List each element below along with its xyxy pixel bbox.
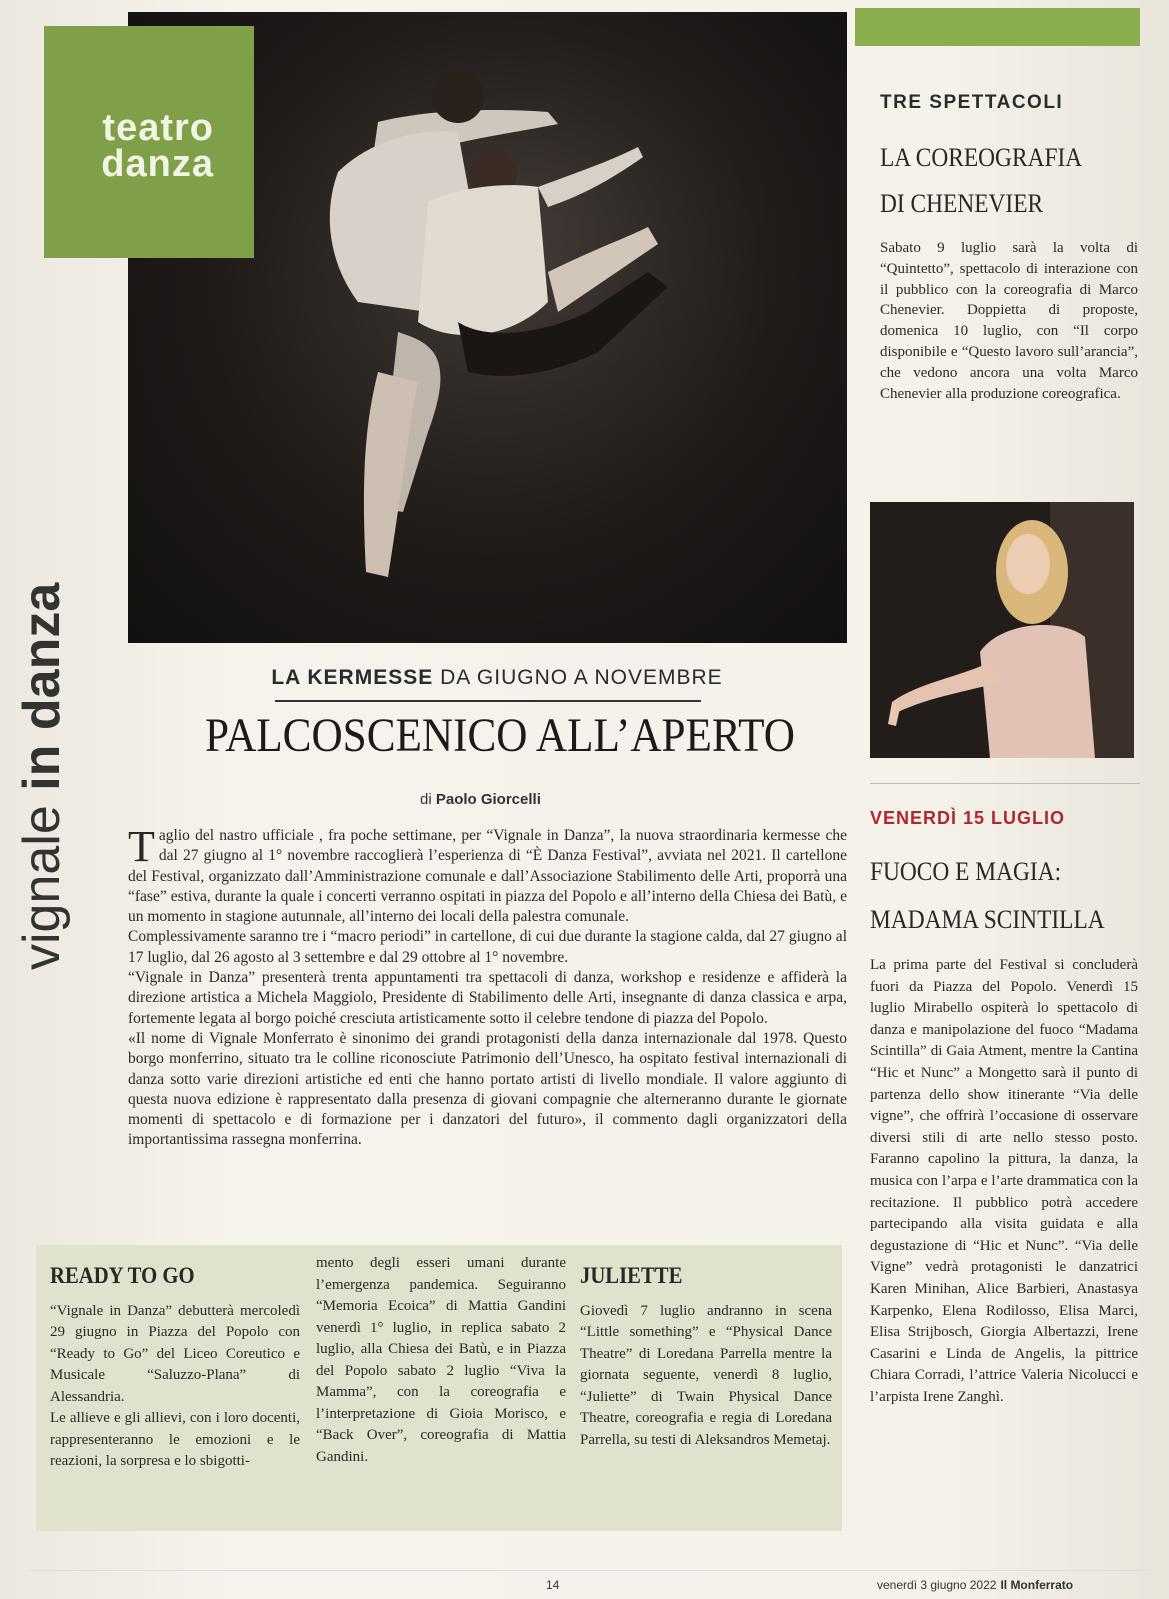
byline-prefix: di — [420, 791, 436, 808]
box-heading: READY TO GO — [50, 1263, 195, 1288]
article-kicker — [262, 666, 732, 690]
right-body: Sabato 9 luglio sarà la volta di “Quintetto”, spettacolo di interazione con il pubblico con la coreografia di Marco Chenevier. Doppietta di proposte, domenica 10 luglio, con “Il corpo disponibile e “Questo lavoro sull’arancia”, che vedono ancora una volta Marco Chenevier alla produzione coreografica. — [880, 240, 1138, 402]
footer-folio — [877, 1578, 1073, 1592]
right-title — [880, 135, 1114, 227]
right2-title-line: FUOCO E MAGIA: — [870, 857, 1062, 886]
right-title-line: DI CHENEVIER — [880, 189, 1044, 218]
footer-publication: Il Monferrato — [1000, 1578, 1074, 1592]
box-column-juliette — [580, 1245, 832, 1451]
green-header-strip — [855, 8, 1140, 46]
right2-body: La prima parte del Festival si concluderà fuori da Piazza del Popolo. Venerdì 15 luglio Mirabello ospiterà lo spettacolo di danza e manipolazione del fuoco “Madama Scintilla” di Gaia Atment, mentre la Cantina “Hic et Nunc” a Mongetto sarà il punto di partenza dello show itinerante “Via delle vigne”, che offrirà l’occasione di osservare diversi stili di arte nello stesso posto. Faranno capolino la pittura, la danza, la musica con l’arpa e l’arte drammatica con la recitazione. Il pubblico potrà accedere partecipando alla visita guidata e alla degustazione di “Hic et Nunc”. “Via delle Vigne” vedrà protagonisti le danzatrici Karen Minihan, Alice Barbieri, Anastasya Karpenko, Elena Rodilosso, Elisa Marci, Elisa Strijbosch, Giorgia Albertazzi, Irene Casarini e Linda de Angelis, la pittrice Chiara Corradi, l’attrice Valeria Nicolucci e l’arpista Irene Zanghì. — [870, 957, 1138, 1405]
vertical-label-normal: vignale — [13, 790, 71, 970]
footer-date: venerdì 3 giugno 2022 — [877, 1578, 997, 1592]
right-divider — [870, 783, 1140, 784]
right-title-line: LA COREOGRAFIA — [880, 143, 1083, 172]
box-column-ready-to-go — [50, 1245, 300, 1473]
article-paragraph: “Vignale in Danza” presenterà trenta appuntamenti tra spettacoli di danza, workshop e residenze e affiderà la direzione artistica a Michela Maggiolo, Presidente di Stabilimento delle Arti, insegnante di danza classica e arpa, fortemente legata al borgo poiché cresciuta artisticamente sotto il celebre tendone di piazza del Popolo. — [128, 969, 847, 1027]
section-tag-line1: teatro — [102, 107, 214, 149]
box-paragraph: Giovedì 7 luglio andranno in scena “Little something” e “Physical Dance Theatre” di Loredana Parrella mentre la giornata seguente, venerdì 8 luglio, “Juliette” di Twain Physical Dance Theatre, coreografia e regia di Loredana Parrella, su testi di Aleksandros Memetaj. — [580, 1302, 832, 1448]
right2-title — [870, 848, 1113, 944]
vertical-section-label — [12, 530, 82, 970]
kicker-rest: DA GIUGNO A NOVEMBRE — [433, 666, 723, 689]
right-kicker: TRE SPETTACOLI — [880, 92, 1064, 113]
section-tag — [44, 26, 254, 258]
byline-author: Paolo Giorcelli — [435, 791, 541, 808]
section-tag-line2: danza — [101, 143, 214, 185]
article-paragraph: «Il nome di Vignale Monferrato è sinonimo dei grandi protagonisti della danza internazionale dal 1978. Questo borgo monferrino, situato tra le colline riconosciute Patrimonio dell’Unesco, ha ospitato festival internazionali di danza sotto varie direzioni artistiche ed enti che hanno portato artisti di livello mondiale. Il valore aggiunto di questa nuova edizione è rappresentato dalla presenza di giovani compagnie che alterneranno durante le giornate momenti di spettacolo e di formazione per i danzatori del futuro», il commento dagli organizzatori della importantissima rassegna monferrina. — [128, 1029, 847, 1149]
vertical-label-bold: in danza — [13, 582, 71, 791]
footer-divider — [30, 1570, 1150, 1571]
article-paragraph-text: aglio del nastro ufficiale , fra poche settimane, per “Vignale in Danza”, la nuova straordinaria kermesse che dal 27 giugno al 1° novembre raccoglierà l’esperienza di “È Danza Festival”, avviata nel 2021. Il cartellone del Festival, organizzato dall’Amministrazione comunale e dall’Associazione Stabilimento delle Arti, proporrà una “fase” estiva, durante la quale i concerti verranno ospitati in piazza del Popolo e all’interno della Chiesa dei Batù, e un momento in stagione autunnale, all’interno dei locali della palestra comunale. — [128, 827, 847, 926]
article-body — [128, 822, 847, 1151]
sidebar-box — [36, 1245, 842, 1531]
box-paragraph: Le allieve e gli allievi, con i loro docenti, rappresenteranno le emozioni e le reazioni, la sorpresa e lo sbigotti- — [50, 1410, 300, 1469]
article-headline: PALCOSCENICO ALL’APERTO — [205, 709, 795, 762]
page-number: 14 — [546, 1578, 560, 1592]
byline — [420, 791, 720, 808]
box-column-continued — [316, 1245, 566, 1468]
portrait-illustration — [870, 502, 1134, 758]
box-paragraph: mento degli esseri umani durante l’emergenza pandemica. Seguiranno “Memoria Ecoica” di Mattia Gandini venerdì 1° luglio, in replica sabato 2 luglio, alla Chiesa dei Batù, e in Piazza del Popolo sabato 2 luglio “Viva la Mamma”, con la coreografia e l’interpretazione di Gioia Morisco, e “Back Over”, coreografia di Mattia Gandini. — [316, 1255, 566, 1465]
kicker-divider — [275, 700, 701, 702]
box-paragraph: “Vignale in Danza” debutterà mercoledì 29 giugno in Piazza del Popolo con “Ready to Go” del Liceo Coreutico e Musicale “Saluzzo-Plana” di Alessandria. — [50, 1302, 300, 1405]
right2-title-line: MADAMA SCINTILLA — [870, 905, 1105, 934]
right2-kicker: VENERDÌ 15 LUGLIO — [870, 808, 1066, 828]
portrait-photo — [870, 502, 1134, 758]
kicker-bold: LA KERMESSE — [271, 666, 434, 689]
article-paragraph: Complessivamente saranno tre i “macro periodi” in cartellone, di cui due durante la stagione calda, dal 27 giugno al 17 luglio, dal 26 agosto al 3 settembre e dal 29 ottobre al 1° novembre. — [128, 928, 847, 966]
box-heading: JULIETTE — [580, 1263, 683, 1288]
drop-cap: T — [128, 822, 155, 871]
article-paragraph — [128, 822, 847, 927]
